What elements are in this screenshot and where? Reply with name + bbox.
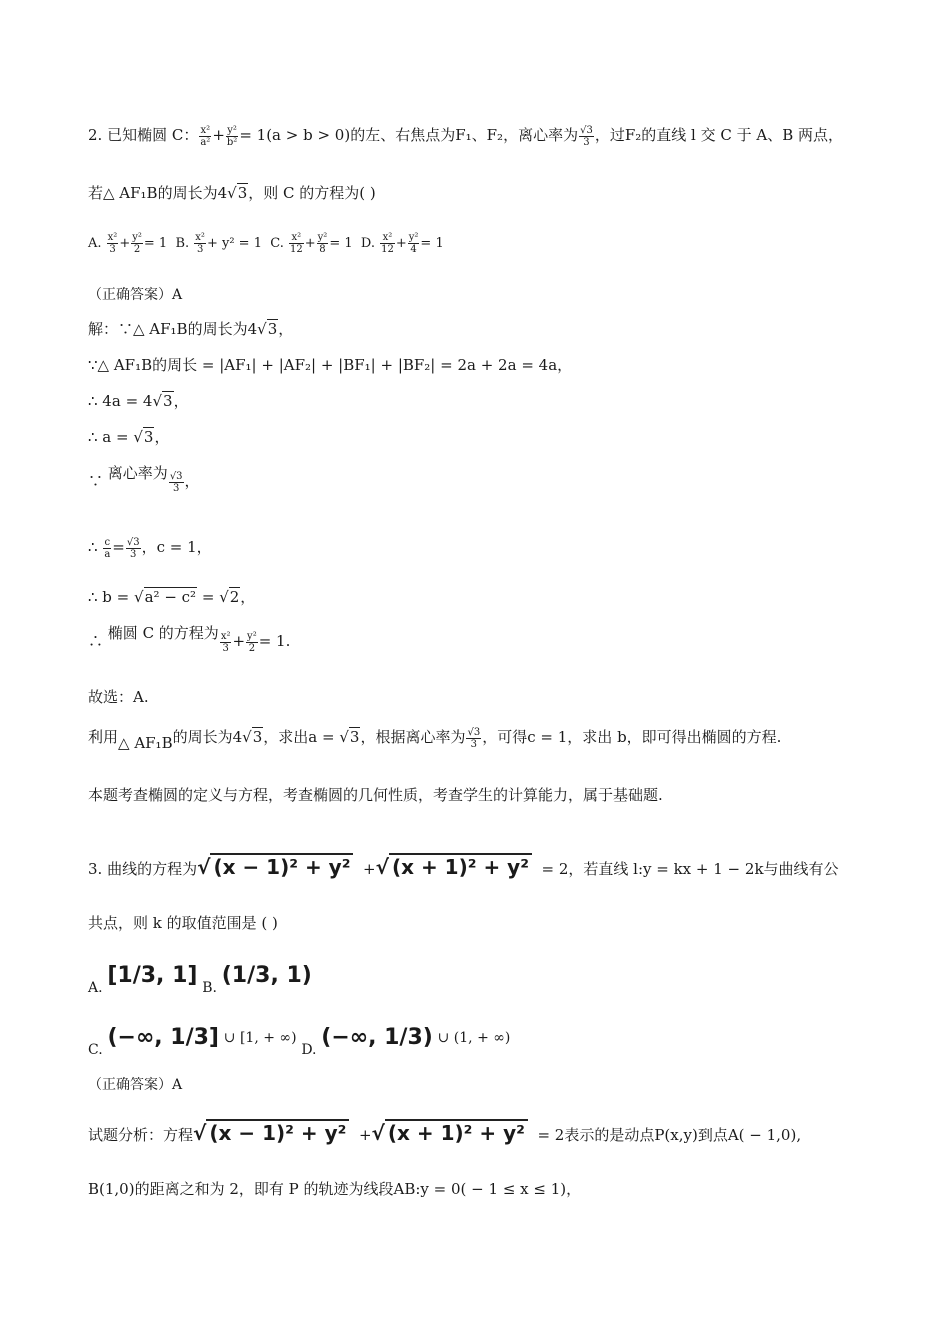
option-d-frac-y [408,232,420,255]
sol5-a: ∵ [88,472,104,490]
option-b-label: B. [175,236,190,251]
radicand: 2 [229,588,240,606]
option-d-frac-x [380,232,395,255]
q3-analysis [88,1118,801,1150]
frac-num: y² [317,232,328,243]
frac-num: x² [289,232,304,244]
q2-sqrt: √3 [227,184,248,202]
q2-sol-7 [88,586,255,608]
sol4-a: ∴ a = [88,428,134,446]
q3-option-d-tail: ∪ (1, + ∞) [437,1030,511,1046]
frac-num: y² [132,232,142,243]
q2-mid3: ，过 [594,126,625,144]
q3-options-cd [88,1012,510,1063]
use-frac [466,727,481,750]
frac-num: x² [200,124,211,136]
frac-num: √3 [169,470,183,482]
sol6-frac-ca [103,537,111,560]
use-c: 的周长为 [172,728,233,746]
q2-triangle: 若△ AF₁B [88,184,158,202]
radicand: (x − 1)² + y² [210,853,353,879]
q2-sol-2: ∵△ AF₁B的周长 = |AF₁| + |AF₂| + |BF₁| + |BF₂| = 2a + 2a = 4a， [88,356,573,374]
option-c-frac-x [289,232,304,255]
q2-stem-line1: 2. 已知椭圆 C： $\frac{\text{x²}}{\text{a²}}$ + $\frac{\text{y²}}{\text{b²}}$ = 1(a > b > 0)的左、右焦点为F₁、F₂，离心率为 $\frac{√3}{3}$ ，过F₂的直线 l 交 C 于 A、B 两点， [88,124,843,148]
q2-sol-8: ∴ 椭圆 C 的方程为 $\frac{\text{x²}}{3}$ + $\frac{\text{y²}}{2}$ = 1. [88,624,291,654]
option-d-label: D. [360,236,375,251]
q3-analysis-plus: + [358,1126,372,1144]
radicand: 3 [252,728,263,746]
q2-answer: （正确答案）A [88,287,183,303]
sol5-c: ， [184,472,200,490]
q3-option-a-label: A. [88,980,103,996]
radicand: 3 [143,428,154,446]
q2-foci: F₁、F₂ [455,126,504,144]
option-c-rhs: = 1 [329,236,353,251]
frac-den: 3 [470,738,478,750]
sol6-a: ∴ [88,538,98,556]
use-a: 利用 [88,728,119,746]
q2-sol-5 [88,464,200,494]
sol1-e: ， [278,320,294,338]
frac-den: 12 [381,244,394,255]
sol7-e: ， [240,588,256,606]
sol1-b: 的周长为 [187,320,248,338]
radicand: a² − c² [144,588,197,606]
frac-den: 3 [130,548,137,560]
use-j: ，可得 [482,728,528,746]
q3-eq: = 2，若直线 l:y = kx + 1 − 2k与曲线有公 [541,860,839,878]
frac-num: x² [195,232,205,243]
option-d-rhs: = 1 [420,236,444,251]
frac-den: 3 [196,244,204,255]
q2-intro: 2. 已知椭圆 C： [88,126,199,144]
q2-sol-6 [88,536,212,560]
sol6-b: ，c = 1 [141,538,197,556]
option-a-frac-x [107,232,119,255]
use-i: ，根据离心率为 [360,728,466,746]
sol5-b: 离心率为 [107,464,168,482]
q3-analysis-sqrt2: √ (x + 1)² + y² [372,1118,528,1148]
frac-num: x² [380,232,395,244]
option-a-label: A. [88,236,102,251]
frac-den: b² [226,136,238,148]
q3-analysis-b: = 2表示的是动点P(x,y)到点A( − 1,0), [537,1126,802,1144]
frac-den: 2 [248,642,256,654]
sol7-sqrt2: √2 [219,588,240,606]
q3-options-ab [88,950,312,1001]
sol4-sqrt: √3 [133,428,154,446]
sol8-c: = 1 [258,632,286,650]
option-c-frac-y [317,232,329,255]
q3-plus: + [363,860,376,878]
q2-f2: F₂ [624,126,642,144]
q2-sol-1 [88,318,293,340]
q3-last-line: B(1,0)的距离之和为 2，即有 P 的轨迹为线段AB:y = 0( − 1 ≤ x ≤ 1)， [88,1180,582,1198]
q3-stem-line1 [88,852,839,884]
frac-den: a [104,548,111,560]
q2-mid2: ，离心率为 [503,126,579,144]
frac-den: 8 [319,244,326,255]
q3-stem-line2: 共点，则 k 的取值范围是 ( ) [88,914,278,932]
frac-num: x² [220,630,231,642]
frac-den: 3 [583,136,590,148]
frac-den: 2 [133,244,141,255]
sol8-a: ∴ [88,632,104,650]
q2-tail: 的直线 l 交 C 于 A、B 两点， [641,126,843,144]
radicand: 3 [163,392,173,410]
q3-option-d: (−∞, 1/3) [321,1025,433,1050]
option-b-frac-x [194,232,206,255]
q3-option-c-tail: ∪ [1, + ∞) [223,1030,297,1046]
sol6-c: ， [196,538,212,556]
frac-num: √3 [467,726,481,738]
frac-num: x² [107,232,118,243]
q3-option-a: [1/3, 1] [107,963,198,988]
q3-answer: （正确答案）A [88,1077,183,1093]
sol1-sqrt: √3 [257,320,278,338]
radicand: (x − 1)² + y² [206,1119,349,1145]
sol3-sqrt: √3 [152,392,173,410]
q2-sol-4 [88,426,169,448]
sol6-frac [126,537,141,560]
use-sqrt2: √3 [339,728,360,746]
use-g: a = [308,728,340,746]
frac-den: 4 [410,244,417,255]
q3-sqrt1: √ (x − 1)² + y² [197,852,353,882]
q2-perimeter-text: 的周长为 [157,184,218,202]
use-l: ，求出 b，即可得出椭圆的方程. [567,728,782,746]
sol7-c: = [197,588,220,606]
sol8-b: 椭圆 C 的方程为 [107,624,219,642]
use-b: △ AF₁B [118,734,173,752]
radicand: (x + 1)² + y² [389,853,532,879]
q2-eq-rest: = 1(a > b > 0) [239,126,351,144]
frac-den: 3 [222,642,229,654]
q2-mid1: 的左、右焦点为 [350,126,456,144]
sol6-eq: = [112,538,125,556]
q3-sqrt2: √ (x + 1)² + y² [376,852,532,882]
option-a-frac-y [131,232,143,255]
q2-question: ，则 C 的方程为( ) [248,184,376,202]
q2-options: A. $\frac{\text{x²}}{3}$ + $\frac{\text{y²}}{2}$ = 1 B. $\frac{\text{x²}}{3}$ + y² = 1 C. $\frac{\text{x²}}{12}$ + $\frac{\text{y²}}{8}$ = 1 D. $\frac{\text{x²}}{12}$ + $\frac{\text{y²}}{4}$ = 1 [88,232,444,255]
q2-stem-line2 [88,182,376,204]
sol3-c: ， [173,392,189,410]
q3-analysis-a: 试题分析：方程 [88,1126,194,1144]
q3-option-d-label: D. [301,1042,317,1058]
use-d: 4 [232,728,243,746]
q3-intro: 3. 曲线的方程为 [88,860,198,878]
frac-num: √3 [580,124,593,136]
q3-option-b: (1/3, 1) [221,963,312,988]
sol8-frac-y [246,631,258,654]
sol8-d: . [285,632,291,650]
sol7-sqrt1: √a² − c² [134,588,197,606]
frac-den: a² [200,136,211,148]
frac-num: √3 [126,536,140,548]
frac-num: c [104,536,111,548]
frac-den: 3 [172,482,180,494]
option-b-rest: + y² = 1 [206,236,262,251]
frac-num: y² [247,630,257,642]
q3-analysis-sqrt1: √ (x − 1)² + y² [193,1118,349,1148]
radicand: 3 [349,728,360,746]
q2-use [88,726,781,750]
q2-frac-y [226,125,238,148]
q3-option-b-label: B. [202,980,217,996]
use-f: ，求出 [263,728,309,746]
q2-sol-3 [88,390,189,412]
radicand: 3 [267,320,278,338]
radicand: 3 [237,184,248,202]
sol1-c: 4 [247,320,258,338]
option-a-rhs: = 1 [143,236,168,251]
use-k: c = 1 [527,728,568,746]
use-sqrt1: √3 [242,728,263,746]
frac-num: y² [408,232,419,243]
sol8-frac-x [220,631,232,654]
q2-choose: 故选：A. [88,688,149,706]
sol3-a: ∴ 4a = 4 [88,392,153,410]
frac-den: 3 [109,244,116,255]
sol4-c: ， [154,428,170,446]
frac-den: 12 [290,244,303,255]
q2-frac-x [199,125,211,148]
radicand: (x + 1)² + y² [385,1119,528,1145]
q2-summary: 本题考查椭圆的定义与方程，考查椭圆的几何性质，考查学生的计算能力，属于基础题. [88,786,663,804]
q3-option-c-label: C. [88,1042,103,1058]
q2-eccentricity [579,125,594,148]
q3-option-c: (−∞, 1/3] [107,1025,219,1050]
sol1-a: 解：∵△ AF₁B [88,320,188,338]
sol7-a: ∴ b = [88,588,135,606]
frac-num: y² [227,124,237,136]
q2-coef: 4 [217,184,228,202]
sol5-frac [169,471,184,494]
option-c-label: C. [270,236,284,251]
